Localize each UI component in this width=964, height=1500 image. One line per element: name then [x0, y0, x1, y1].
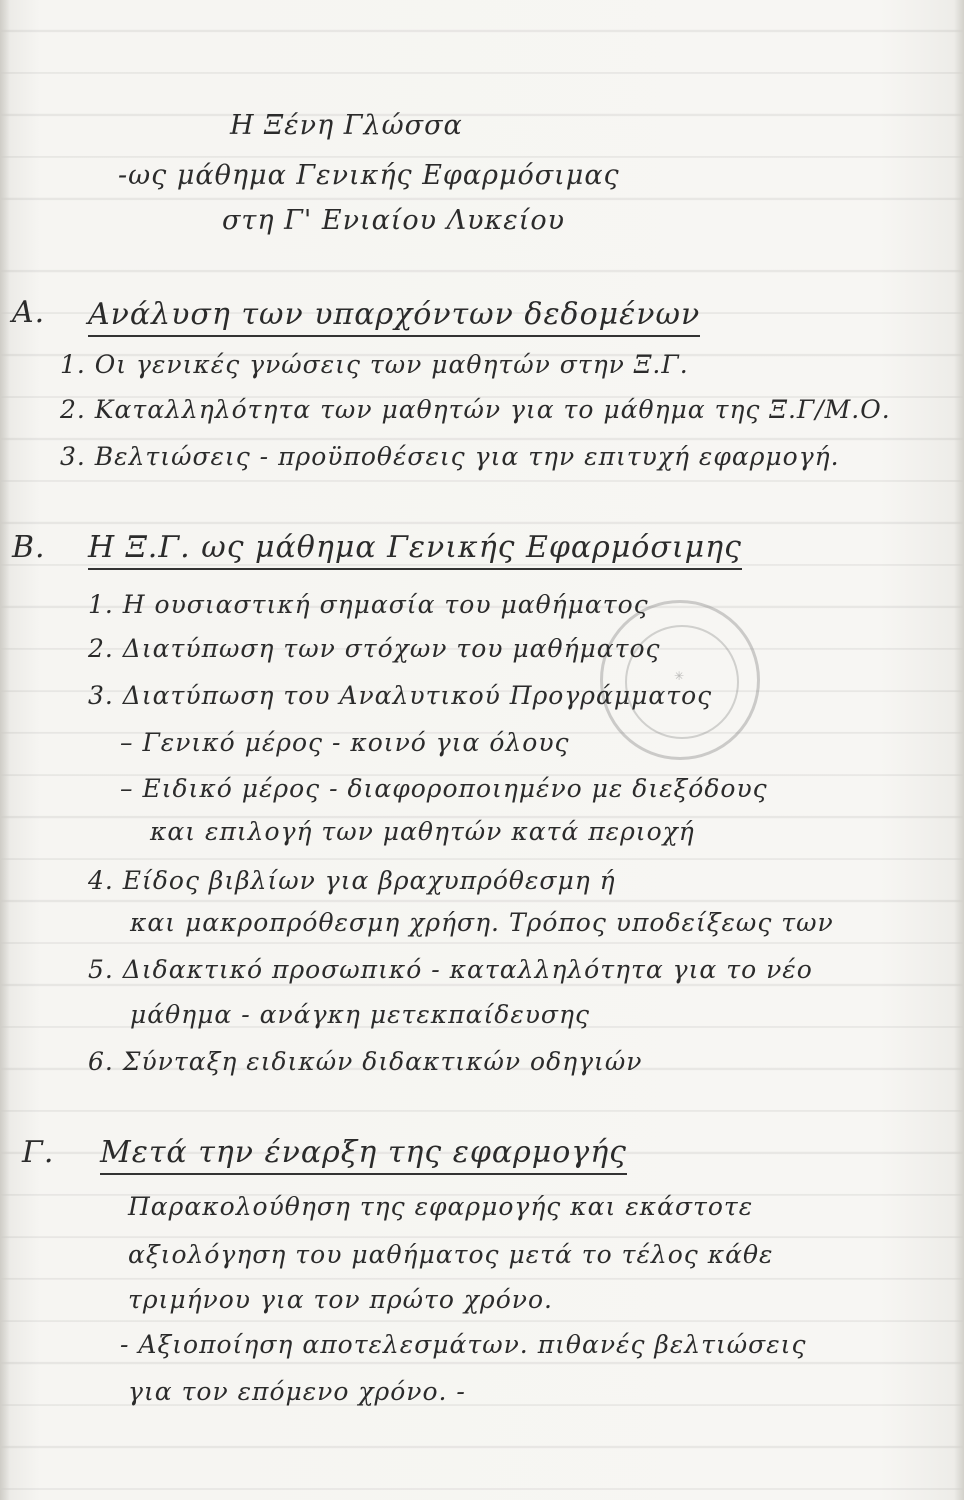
section-b-item: 6. Σύνταξη ειδικών διδακτικών οδηγιών: [88, 1047, 643, 1076]
section-c-heading: Μετά την έναρξη της εφαρμογής: [100, 1135, 627, 1175]
section-b-item: 1. Η ουσιαστική σημασία του μαθήματος: [88, 590, 649, 619]
section-b-item-continued: και μακροπρόθεσμη χρήση. Τρόπος υποδείξεως των: [130, 908, 834, 937]
section-b-item: 2. Διατύπωση των στόχων του μαθήματος: [88, 634, 661, 663]
section-b-item-continued: μάθημα - ανάγκη μετεκπαίδευσης: [130, 1000, 590, 1029]
section-b-item: 5. Διδακτικό προσωπικό - καταλληλότητα για το νέο: [88, 955, 813, 984]
page-right-edge-shadow: [954, 0, 964, 1500]
page-left-edge-shadow: [0, 0, 10, 1500]
section-c-line: - Αξιοποίηση αποτελεσμάτων. πιθανές βελτιώσεις: [120, 1330, 807, 1359]
section-b-letter: Β.: [12, 530, 46, 565]
section-a-item: 1. Οι γενικές γνώσεις των μαθητών στην Ξ.Γ.: [60, 350, 689, 379]
section-c-line: για τον επόμενο χρόνο. -: [128, 1377, 466, 1406]
title-line-3: στη Γ' Ενιαίου Λυκείου: [222, 205, 566, 236]
section-c-line: τριμήνου για τον πρώτο χρόνο.: [128, 1285, 553, 1314]
stamp-mark: ✳: [673, 669, 687, 683]
section-b-heading: Η Ξ.Γ. ως μάθημα Γενικής Εφαρμόσιμης: [88, 530, 742, 570]
section-a-heading: Ανάλυση των υπαρχόντων δεδομένων: [88, 297, 700, 337]
title-line-2: -ως μάθημα Γενικής Εφαρμόσιμας: [118, 160, 620, 191]
section-b-subitem: – Ειδικό μέρος - διαφοροποιημένο με διεξόδους: [120, 774, 768, 803]
title-line-1: Η Ξένη Γλώσσα: [230, 110, 463, 141]
faded-stamp-seal: [600, 600, 760, 760]
section-b-item: 3. Διατύπωση του Αναλυτικού Προγράμματος: [88, 681, 713, 710]
section-b-subitem: – Γενικό μέρος - κοινό για όλους: [120, 728, 570, 757]
section-a-item: 3. Βελτιώσεις - προϋποθέσεις για την επιτυχή εφαρμογή.: [60, 442, 840, 471]
section-c-line: Παρακολούθηση της εφαρμογής και εκάστοτε: [128, 1192, 754, 1221]
section-a-letter: Α.: [12, 295, 46, 330]
section-c-line: αξιολόγηση του μαθήματος μετά το τέλος κάθε: [128, 1240, 774, 1269]
section-a-item: 2. Καταλληλότητα των μαθητών για το μάθημα της Ξ.Γ/Μ.Ο.: [60, 395, 891, 424]
section-c-letter: Γ.: [22, 1135, 55, 1170]
section-b-item: 4. Είδος βιβλίων για βραχυπρόθεσμη ή: [88, 866, 616, 895]
section-b-subitem-continued: και επιλογή των μαθητών κατά περιοχή: [150, 817, 695, 846]
